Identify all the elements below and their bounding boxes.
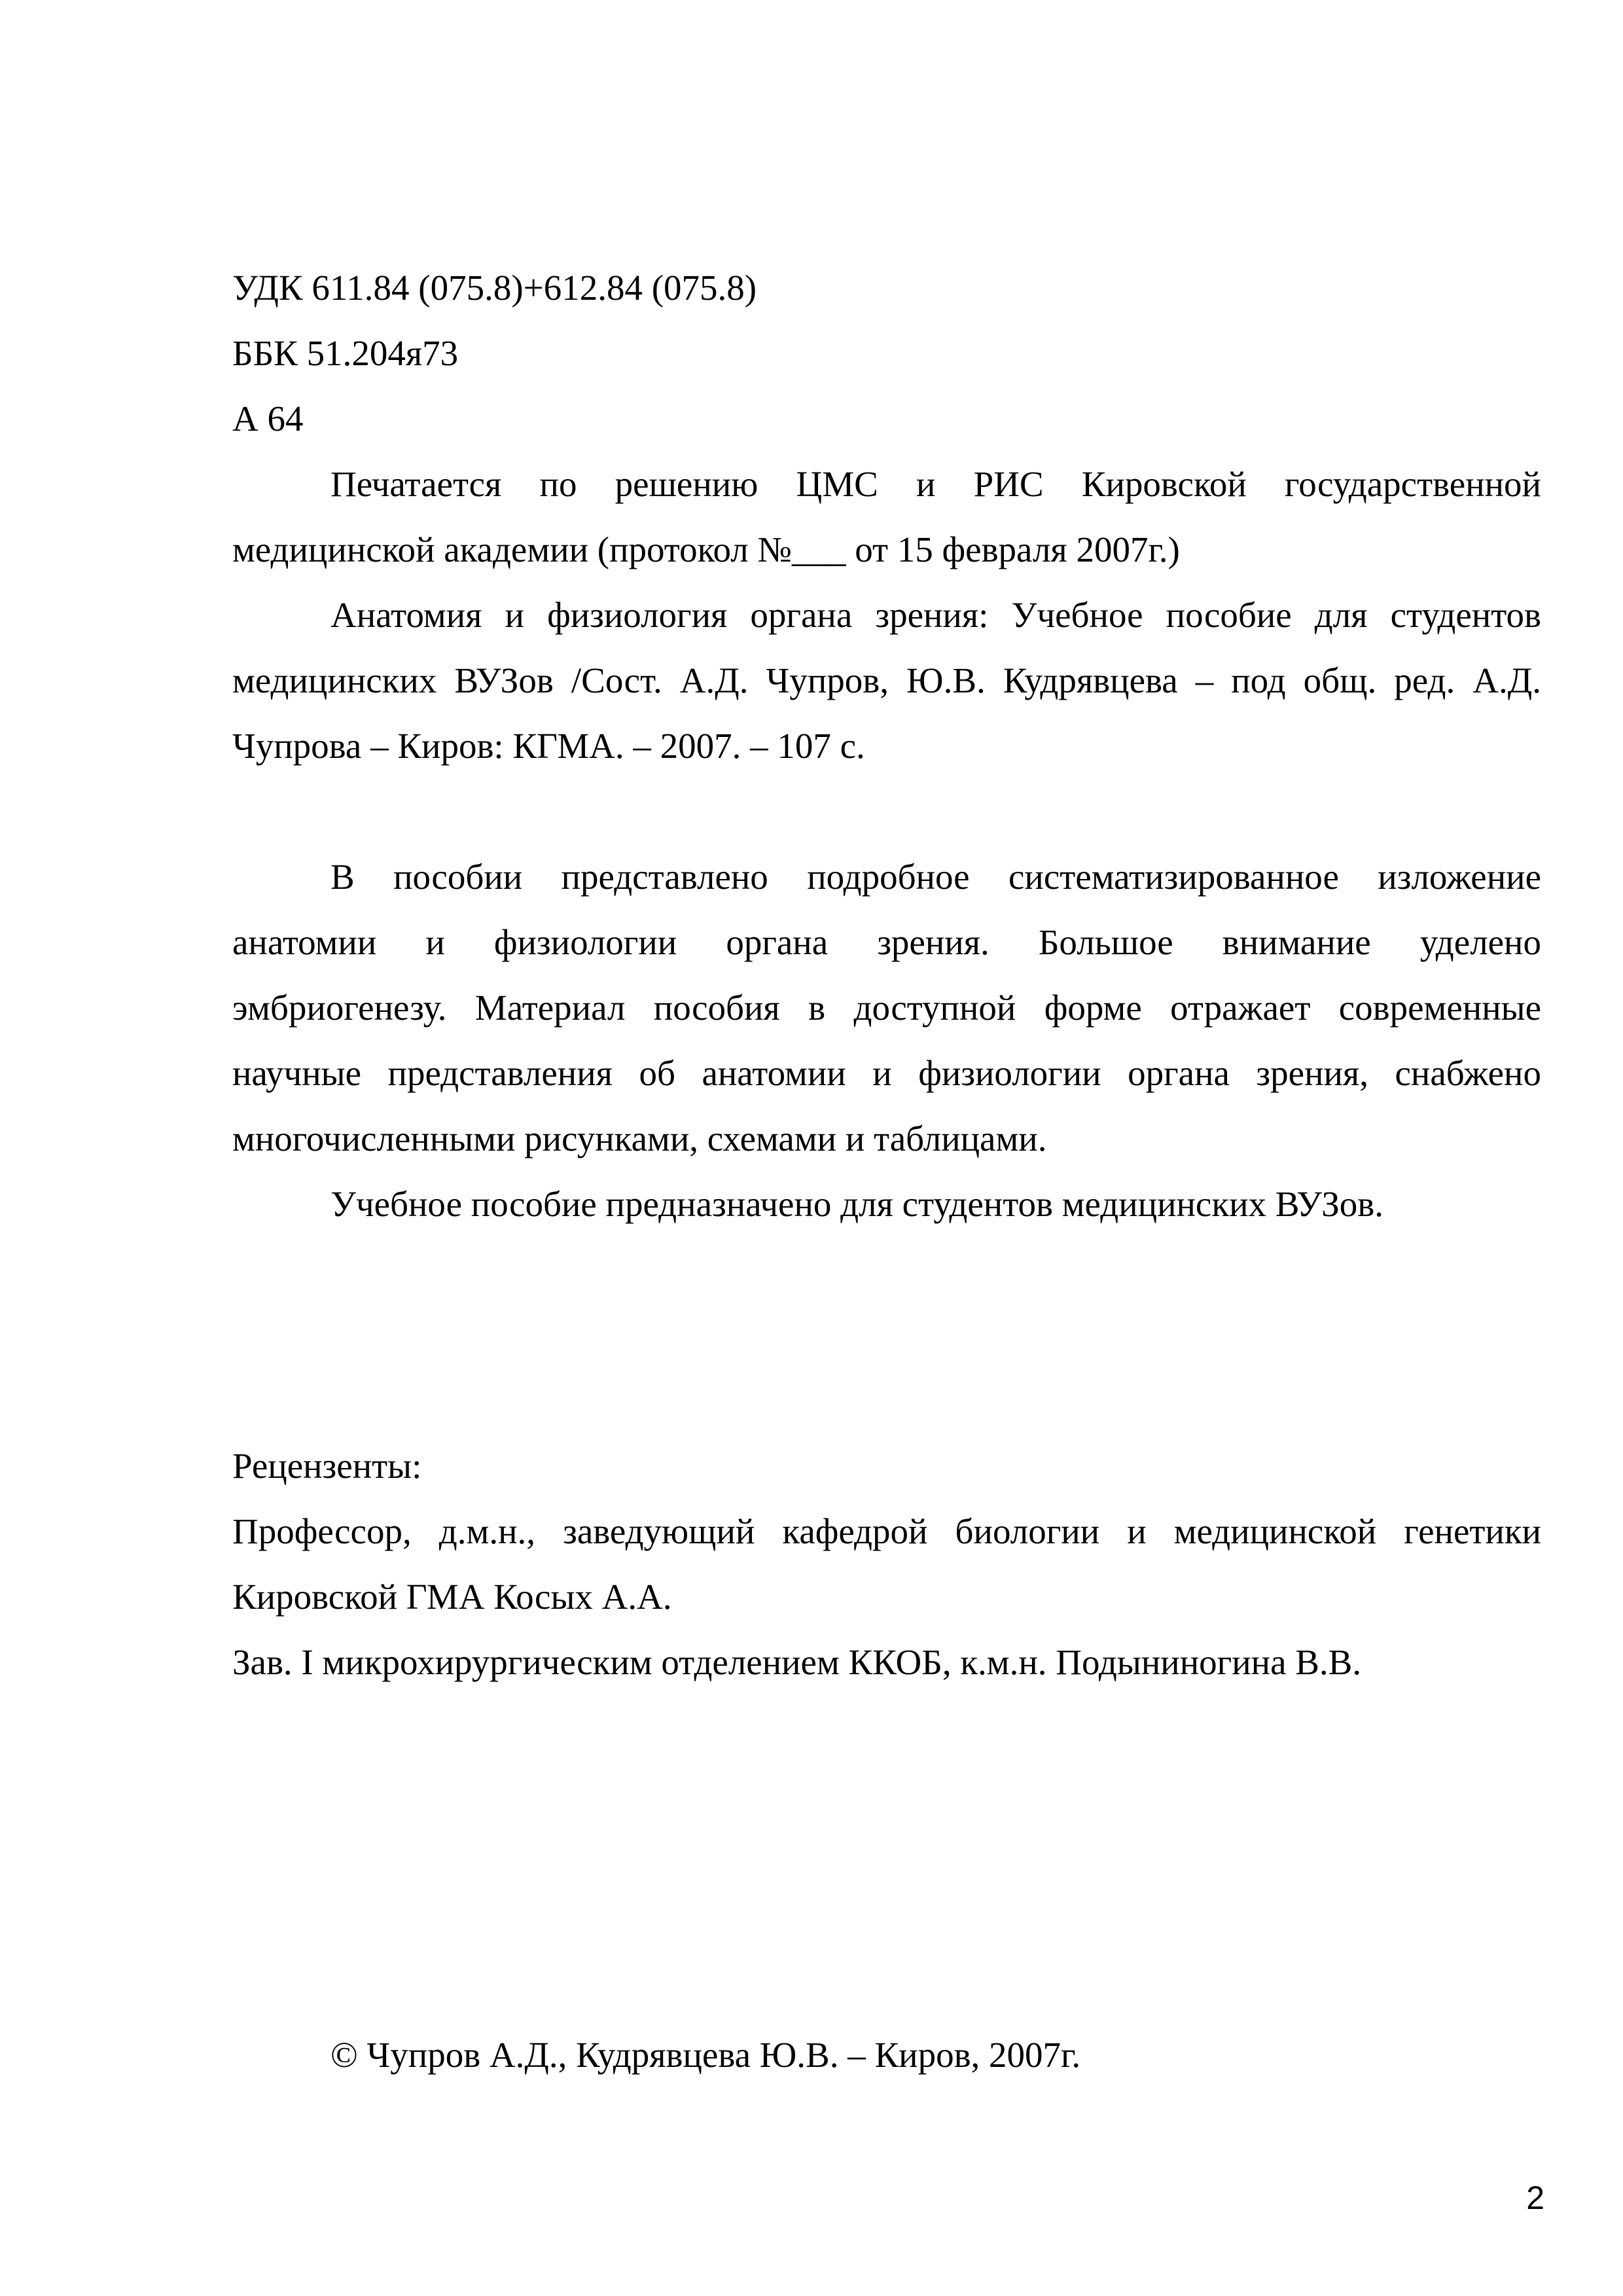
reviewers-heading: Рецензенты: xyxy=(232,1446,422,1486)
udk-code: УДК 611.84 (075.8)+612.84 (075.8) xyxy=(232,268,757,308)
bibliographic-line: медицинских ВУЗов /Сост. А.Д. Чупров, Ю.В. Кудрявцева – под общ. ред. А.Д. xyxy=(232,660,1541,700)
annotation-line: анатомии и физиологии органа зрения. Большое внимание уделено xyxy=(232,922,1541,962)
publication-notice-line: Печатается по решению ЦМС и РИС Кировской государственной xyxy=(330,464,1541,504)
page-number: 2 xyxy=(1526,2179,1544,2216)
audience-statement xyxy=(232,1172,1541,1237)
annotation-line: многочисленными рисунками, схемами и таблицами. xyxy=(232,1119,1047,1158)
classification-block xyxy=(232,255,1541,452)
reviewer-line: Профессор, д.м.н., заведующий кафедрой биологии и медицинской генетики xyxy=(232,1511,1541,1551)
bibliographic-line: Чупрова – Киров: КГМА. – 2007. – 107 с. xyxy=(232,726,865,766)
bibliographic-record xyxy=(232,583,1541,779)
audience-line: Учебное пособие предназначено для студентов медицинских ВУЗов. xyxy=(330,1184,1383,1224)
publication-notice xyxy=(232,452,1541,583)
reviewer-line: Зав. I микрохирургическим отделением ККОБ, к.м.н. Подыниногина В.В. xyxy=(232,1642,1362,1682)
copyright-line: © Чупров А.Д., Кудрявцева Ю.В. – Киров, 2007г. xyxy=(330,2035,1081,2075)
bibliographic-line: Анатомия и физиология органа зрения: Учебное пособие для студентов xyxy=(330,595,1541,635)
copyright-block xyxy=(232,2022,1541,2088)
annotation-line: В пособии представлено подробное систематизированное изложение xyxy=(330,857,1541,897)
annotation-line: научные представления об анатомии и физиологии органа зрения, снабжено xyxy=(232,1053,1541,1093)
reviewers-block xyxy=(232,1433,1541,1695)
annotation-paragraph xyxy=(232,844,1541,1172)
annotation-line: эмбриогенезу. Материал пособия в доступной форме отражает современные xyxy=(232,988,1541,1028)
author-mark: А 64 xyxy=(232,399,304,439)
reviewer-line: Кировской ГМА Косых А.А. xyxy=(232,1577,672,1617)
publication-notice-line: медицинской академии (протокол №___ от 15 февраля 2007г.) xyxy=(232,529,1180,569)
bbk-code: ББК 51.204я73 xyxy=(232,333,459,373)
